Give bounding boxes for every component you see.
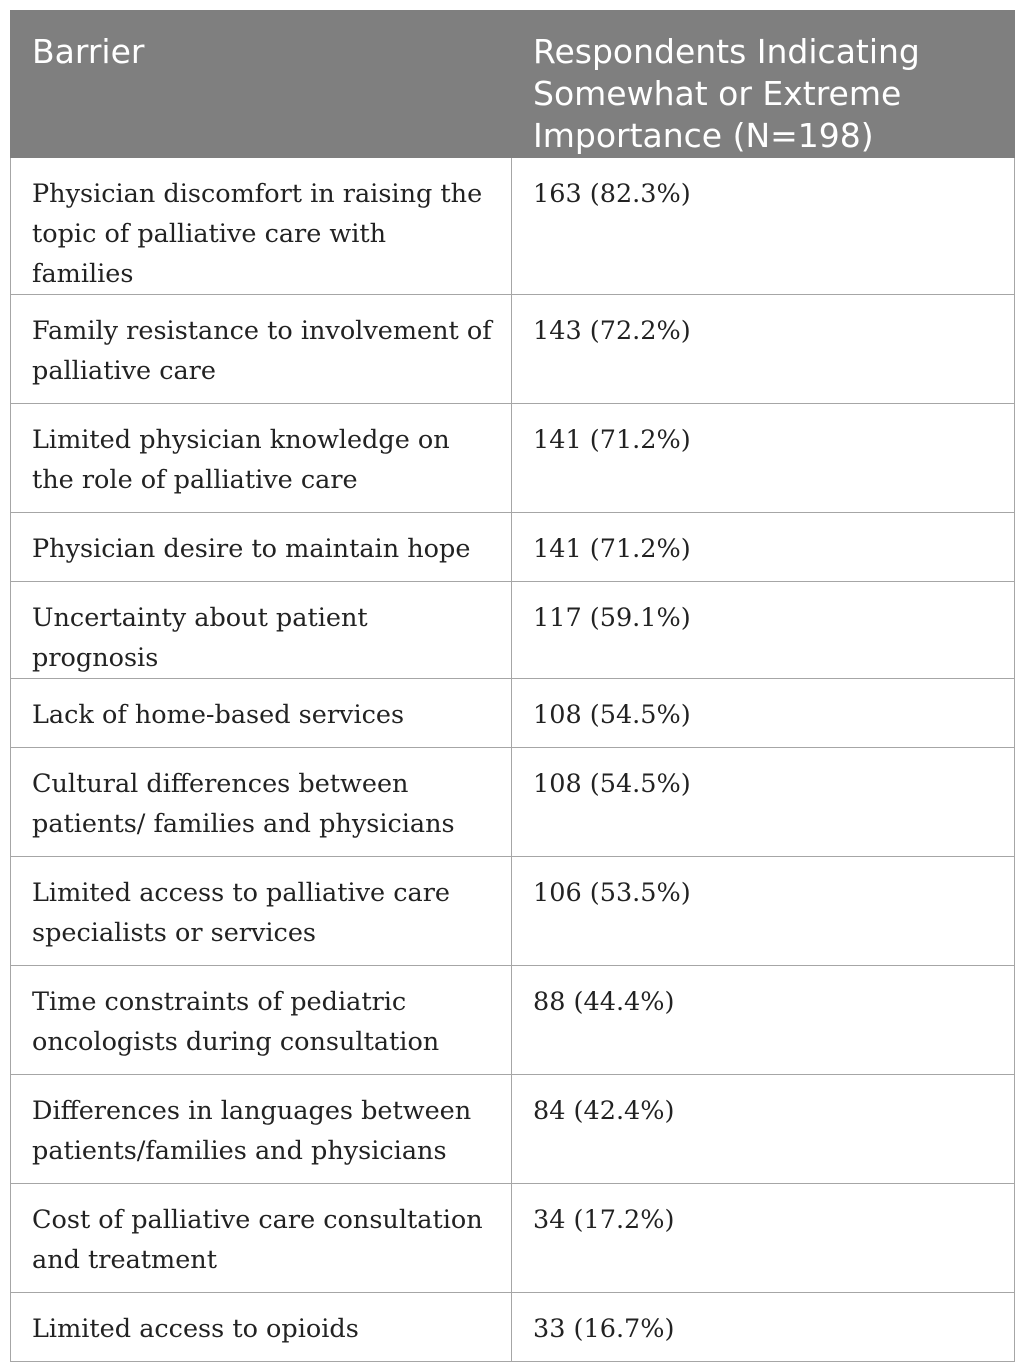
table-header-row <box>11 11 1015 158</box>
table-row <box>11 679 1015 748</box>
table-row <box>11 158 1015 295</box>
barrier-cell: Uncertainty about patient prognosis <box>11 582 512 679</box>
table-row <box>11 1075 1015 1184</box>
barriers-table-container <box>10 10 1014 1362</box>
barrier-cell: Differences in languages between patients/families and physicians <box>11 1075 512 1184</box>
value-cell: 33 (16.7%) <box>512 1293 1015 1362</box>
value-cell: 108 (54.5%) <box>512 679 1015 748</box>
header-barrier: Barrier <box>11 11 512 158</box>
table-row <box>11 748 1015 857</box>
value-cell: 88 (44.4%) <box>512 966 1015 1075</box>
value-cell: 117 (59.1%) <box>512 582 1015 679</box>
barrier-cell: Lack of home-based services <box>11 679 512 748</box>
value-cell: 84 (42.4%) <box>512 1075 1015 1184</box>
table-row <box>11 295 1015 404</box>
table-row <box>11 966 1015 1075</box>
barriers-table <box>10 10 1015 1362</box>
barrier-cell: Cultural differences between patients/ families and physicians <box>11 748 512 857</box>
value-cell: 141 (71.2%) <box>512 404 1015 513</box>
table-row <box>11 1184 1015 1293</box>
barrier-cell: Limited physician knowledge on the role of palliative care <box>11 404 512 513</box>
barrier-cell: Physician discomfort in raising the topic of palliative care with families <box>11 158 512 295</box>
barrier-cell: Family resistance to involvement of palliative care <box>11 295 512 404</box>
table-row <box>11 404 1015 513</box>
value-cell: 34 (17.2%) <box>512 1184 1015 1293</box>
value-cell: 163 (82.3%) <box>512 158 1015 295</box>
barrier-cell: Limited access to palliative care specialists or services <box>11 857 512 966</box>
barrier-cell: Physician desire to maintain hope <box>11 513 512 582</box>
value-cell: 106 (53.5%) <box>512 857 1015 966</box>
barrier-cell: Time constraints of pediatric oncologists during consultation <box>11 966 512 1075</box>
value-cell: 108 (54.5%) <box>512 748 1015 857</box>
header-respondents: Respondents Indicating Somewhat or Extreme Importance (N=198) <box>512 11 1015 158</box>
table-row <box>11 857 1015 966</box>
table-row <box>11 1293 1015 1362</box>
value-cell: 141 (71.2%) <box>512 513 1015 582</box>
barrier-cell: Cost of palliative care consultation and treatment <box>11 1184 512 1293</box>
value-cell: 143 (72.2%) <box>512 295 1015 404</box>
barrier-cell: Limited access to opioids <box>11 1293 512 1362</box>
table-row <box>11 513 1015 582</box>
table-row <box>11 582 1015 679</box>
